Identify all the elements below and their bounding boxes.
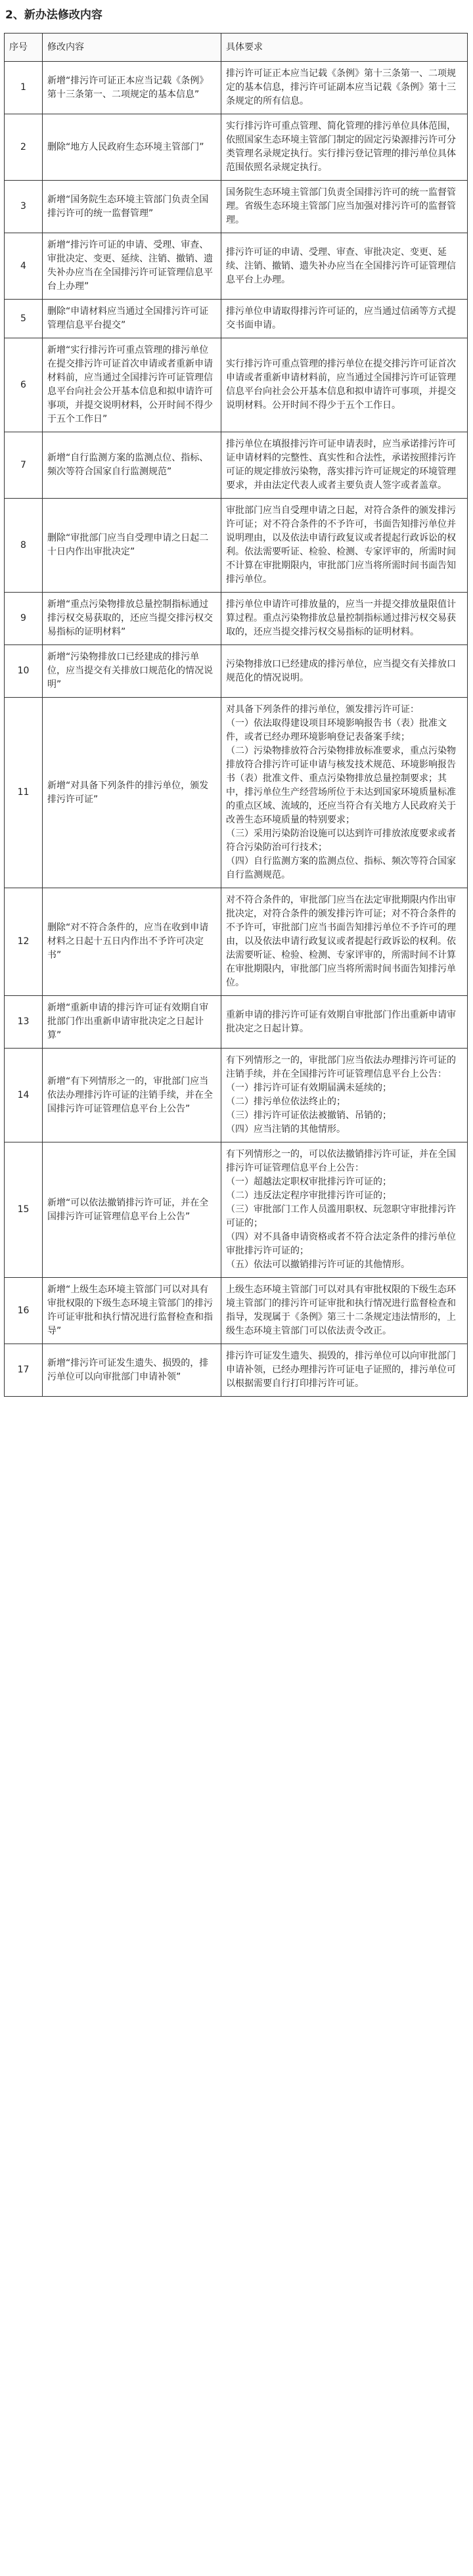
requirement-line: 实行排污许可重点管理的排污单位在提交排污许可证首次申请或者重新申请材料前，应当通过全国排污许可证管理信息平台向社会公开基本信息和拟申请许可事项，并提交说明材料。公开时间不得少于五个工作日。 <box>226 359 456 411</box>
row-number: 4 <box>5 233 43 300</box>
requirement-line: （四）对不具备申请资格或者不符合法定条件的排污单位审批排污许可证的； <box>226 1232 456 1256</box>
requirement-line: （一）超越法定职权审批排污许可证的； <box>226 1177 392 1187</box>
table-row <box>5 114 468 181</box>
table-row <box>5 593 468 645</box>
requirement-line: （二）排污单位依法终止的； <box>226 1096 346 1107</box>
change-content: 新增“可以依法撤销排污许可证，并在全国排污许可证管理信息平台上公告” <box>43 1142 221 1278</box>
change-content: 新增“重新申请的排污许可证有效期自审批部门作出重新申请审批决定之日起计算” <box>43 996 221 1049</box>
table-row <box>5 181 468 233</box>
table-row <box>5 338 468 432</box>
requirement-line: （二）违反法定程序审批排污许可证的； <box>226 1190 392 1201</box>
requirement-line: 实行排污许可重点管理、简化管理的排污单位具体范围，依照国家生态环境主管部门制定的固定污染源排污许可分类管理名录规定执行。实行排污登记管理的排污单位具体范围依照名录规定执行。 <box>226 121 456 173</box>
requirement-line: （四）应当注销的其他情形。 <box>226 1124 346 1135</box>
requirement-content <box>221 1142 468 1278</box>
table-row <box>5 645 468 698</box>
table-row <box>5 888 468 996</box>
requirement-line: 国务院生态环境主管部门负责全国排污许可的统一监督管理。省级生态环境主管部门应当加强对排污许可的监督管理。 <box>226 187 456 225</box>
requirement-line: （三）采用污染防治设施可以达到许可排放浓度要求或者符合污染防治可行技术； <box>226 828 456 853</box>
requirement-content <box>221 645 468 698</box>
requirement-line: 排污许可证的申请、受理、审查、审批决定、变更、延续、注销、撤销、遗失补办应当在全国排污许可证管理信息平台上办理。 <box>226 246 456 285</box>
table-row <box>5 300 468 338</box>
change-content: 新增“上级生态环境主管部门可以对具有审批权限的下级生态环境主管部门的排污许可证审批和执行情况进行监督检查和指导” <box>43 1278 221 1344</box>
requirement-content <box>221 338 468 432</box>
table-row <box>5 996 468 1049</box>
section-heading: 2、新办法修改内容 <box>5 9 102 22</box>
row-number: 7 <box>5 432 43 499</box>
requirement-line: （一）依法取得建设项目环境影响报告书（表）批准文件，或者已经办理环境影响登记表备案手续； <box>226 718 447 742</box>
requirement-line: 排污许可证正本应当记载《条例》第十三条第一、二项规定的基本信息，排污许可证副本应当记载《条例》第十三条规定的所有信息。 <box>226 68 456 106</box>
change-content: 新增“排污许可证发生遗失、损毁的，排污单位可以向审批部门申请补领” <box>43 1344 221 1397</box>
change-content: 新增“自行监测方案的监测点位、指标、频次等符合国家自行监测规范” <box>43 432 221 499</box>
row-number: 11 <box>5 698 43 888</box>
change-content: 删除“审批部门应当自受理申请之日起二十日内作出审批决定” <box>43 499 221 593</box>
change-content: 新增“国务院生态环境主管部门负责全国排污许可的统一监督管理” <box>43 181 221 233</box>
row-number: 8 <box>5 499 43 593</box>
table-row <box>5 233 468 300</box>
requirement-line: 上级生态环境主管部门可以对具有审批权限的下级生态环境主管部门的排污许可证审批和执行情况进行监督检查和指导，发现属于《条例》第三十二条规定违法情形的，上级生态环境主管部门可以依法责令改正。 <box>226 1284 456 1336</box>
requirement-content <box>221 181 468 233</box>
requirement-line: 对不符合条件的，审批部门应当在法定审批期限内作出审批决定，对符合条件的颁发排污许可证；对不符合条件的不予许可，审批部门应当书面告知排污单位不予许可的理由，以及依法申请行政复议或者提起行政诉讼的权利。依法需要听证、检验、检测、专家评审的，所需时间不计算在审批期限内，审批部门应当将所需时间书面告知排污单位。 <box>226 895 456 988</box>
change-content: 删除“申请材料应当通过全国排污许可证管理信息平台提交” <box>43 300 221 338</box>
change-content: 删除“对不符合条件的，应当在收到申请材料之日起十五日内作出不予许可决定书” <box>43 888 221 996</box>
requirement-content <box>221 432 468 499</box>
requirement-line: 有下列情形之一的，可以依法撤销排污许可证，并在全国排污许可证管理信息平台上公告： <box>226 1149 456 1173</box>
requirement-content <box>221 593 468 645</box>
row-number: 3 <box>5 181 43 233</box>
row-number: 15 <box>5 1142 43 1278</box>
requirement-line: 重新申请的排污许可证有效期自审批部门作出重新申请审批决定之日起计算。 <box>226 1009 456 1034</box>
requirement-content <box>221 233 468 300</box>
table-row <box>5 1049 468 1142</box>
change-content: 新增“对具备下列条件的排污单位，颁发排污许可证” <box>43 698 221 888</box>
change-content: 新增“排污许可证的申请、受理、审查、审批决定、变更、延续、注销、撤销、遗失补办应当在全国排污许可证管理信息平台上办理” <box>43 233 221 300</box>
row-number: 13 <box>5 996 43 1049</box>
change-content: 新增“重点污染物排放总量控制指标通过排污权交易获取的，还应当提交排污权交易指标的证明材料” <box>43 593 221 645</box>
change-content: 新增“实行排污许可重点管理的排污单位在提交排污许可证首次申请或者重新申请材料前，应当通过全国排污许可证管理信息平台向社会公开基本信息和拟申请许可事项，并提交说明材料，公开时间不得少于五个工作日” <box>43 338 221 432</box>
row-number: 17 <box>5 1344 43 1397</box>
table-row <box>5 698 468 888</box>
requirement-line: 排污单位在填报排污许可证申请表时，应当承诺排污许可证申请材料的完整性、真实性和合法性，承诺按照排污许可证的规定排放污染物，落实排污许可证规定的环境管理要求，并由法定代表人或者主要负责人签字或者盖章。 <box>226 439 456 491</box>
requirement-line: 污染物排放口已经建成的排污单位，应当提交有关排放口规范化的情况说明。 <box>226 658 456 683</box>
requirement-line: （三）排污许可证依法被撤销、吊销的； <box>226 1110 392 1121</box>
row-number: 1 <box>5 62 43 114</box>
requirement-line: 有下列情形之一的，审批部门应当依法办理排污许可证的注销手续，并在全国排污许可证管理信息平台上公告： <box>226 1055 456 1079</box>
change-content: 新增“有下列情形之一的，审批部门应当依法办理排污许可证的注销手续，并在全国排污许可证管理信息平台上公告” <box>43 1049 221 1142</box>
requirement-line: 排污单位申请取得排污许可证的，应当通过信函等方式提交书面申请。 <box>226 306 456 330</box>
row-number: 12 <box>5 888 43 996</box>
requirement-content <box>221 1049 468 1142</box>
table-row <box>5 1278 468 1344</box>
table-row <box>5 499 468 593</box>
change-content: 新增“排污许可证正本应当记载《条例》第十三条第一、二项规定的基本信息” <box>43 62 221 114</box>
row-number: 10 <box>5 645 43 698</box>
requirement-content <box>221 114 468 181</box>
requirement-line: 对具备下列条件的排污单位，颁发排污许可证： <box>226 704 419 715</box>
table-row <box>5 62 468 114</box>
row-number: 16 <box>5 1278 43 1344</box>
change-content: 新增“污染物排放口已经建成的排污单位，应当提交有关排放口规范化的情况说明” <box>43 645 221 698</box>
requirement-line: 审批部门应当自受理申请之日起，对符合条件的颁发排污许可证；对不符合条件的不予许可，书面告知排污单位并说明理由，以及依法申请行政复议或者提起行政诉讼的权利。依法需要听证、检验、检测、专家评审的，所需时间不计算在审批期限内，审批部门应当将所需时间书面告知排污单位。 <box>226 505 456 585</box>
requirement-line: 排污许可证发生遗失、损毁的，排污单位可以向审批部门申请补领，已经办理排污许可证电子证照的，排污单位可以根据需要自行打印排污许可证。 <box>226 1351 456 1389</box>
requirement-content <box>221 300 468 338</box>
table-row <box>5 1344 468 1397</box>
requirement-content <box>221 62 468 114</box>
requirement-content <box>221 996 468 1049</box>
row-number: 6 <box>5 338 43 432</box>
requirement-content <box>221 698 468 888</box>
row-number: 5 <box>5 300 43 338</box>
requirement-line: （一）排污许可证有效期届满未延续的； <box>226 1083 392 1093</box>
requirement-line: （三）审批部门工作人员滥用职权、玩忽职守审批排污许可证的； <box>226 1204 456 1229</box>
requirement-line: （二）污染物排放符合污染物排放标准要求，重点污染物排放符合排污许可证申请与核发技术规范、环境影响报告书（表）批准文件、重点污染物排放总量控制要求；其中，排污单位生产经营场所位于未达到国家环境质量标准的重点区域、流域的，还应当符合有关地方人民政府关于改善生态环境质量的特别要求； <box>226 746 456 825</box>
table-row <box>5 1142 468 1278</box>
column-header-no: 序号 <box>5 34 43 62</box>
table-row <box>5 432 468 499</box>
column-header-requirement: 具体要求 <box>221 34 468 62</box>
requirement-content <box>221 888 468 996</box>
requirement-line: （五）依法可以撤销排污许可证的其他情形。 <box>226 1259 410 1270</box>
column-header-change: 修改内容 <box>43 34 221 62</box>
row-number: 14 <box>5 1049 43 1142</box>
requirement-line: 排污单位申请许可排放量的，应当一并提交排放量限值计算过程。重点污染物排放总量控制指标通过排污权交易获取的，还应当提交排污权交易指标的证明材料。 <box>226 599 456 637</box>
requirement-line: （四）自行监测方案的监测点位、指标、频次等符合国家自行监测规范。 <box>226 856 456 880</box>
changes-table <box>4 33 468 1397</box>
change-content: 删除“地方人民政府生态环境主管部门” <box>43 114 221 181</box>
requirement-content <box>221 499 468 593</box>
row-number: 2 <box>5 114 43 181</box>
row-number: 9 <box>5 593 43 645</box>
requirement-content <box>221 1278 468 1344</box>
table-header-row <box>5 34 468 62</box>
requirement-content <box>221 1344 468 1397</box>
